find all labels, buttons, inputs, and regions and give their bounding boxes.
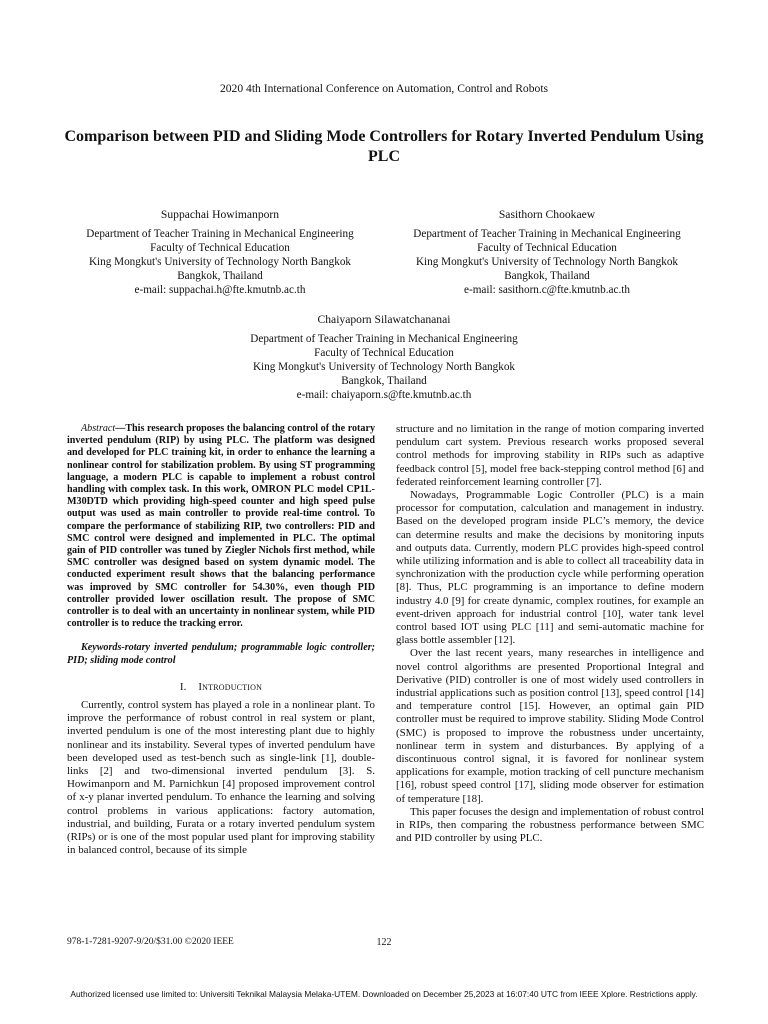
author-block-2 [377,208,717,297]
intro-paragraph-4: This paper focuses the design and implementation of robust control in RIPs, then comparing the robustness performance between SMC and PID controller by using PLC. [396,805,704,845]
isbn-footer: 978-1-7281-9207-9/20/$31.00 ©2020 IEEE [67,937,234,947]
abstract-text: This research proposes the balancing control of the rotary inverted pendulum (RIP) by using PLC. The platform was designed and developed for PLC training kit, in order to enhance the learning a nonlinear control for stabilization problem. By using ST programming language, a modern PLC is capable to implement a robust control handling with complex task. In this work, OMRON PLC model CP1L-M30DTD which providing high-speed counter and high speed pulse output was used as main controller to provide real-time control. To compare the performance of stabilizing RIP, two controllers: PID and SMC control were designed and implemented in PLC. The optimal gain of PID controller was tuned by Ziegler Nichols first method, while SMC controller was designed based on system dynamic model. The conducted experiment result shows that the balancing performance was improved by SMC controller for 54.30%, even though PID controller provided lower oscillation result. The propose of SMC controller is to deal with an uncertainty in nonlinear system, while PID controller is to reduce the tracking error. [67,423,375,630]
author-faculty: Faculty of Technical Education [314,347,454,359]
author-block-3 [214,313,554,402]
intro-paragraph-continued: structure and no limitation in the range of motion comparing inverted pendulum cart system. Previous research works proposed several control methods for improving stability in RIPs such as adaptive feedback control [5], model free back-stepping control method [6] and federated reinforcement learning controller [7]. [396,423,704,488]
author-university: King Mongkut's University of Technology North Bangkok [252,361,516,373]
intro-paragraph-2: Nowadays, Programmable Logic Controller (PLC) is a main processor for computation, calculation and management in industry. Based on the developed program inside PLC’s memory, the device can determine results and make the decisions by monitoring inputs and outputs data. Currently, modern PLC provides high-speed control while utilizing information and is able to collect all traceability data in synchronization with the production cycle while performing operation [8]. Thus, PLC programming is an importance to define modern industry 4.0 [9] for create dynamic, complex routines, for example an event-driven approach for industrial control [10], water tank level control based IOT using PLC [11] and semi-automatic machine for glass bottle assembler [12]. [396,489,704,647]
author-city: Bangkok, Thailand [341,375,427,387]
intro-paragraph-3: Over the last recent years, many researches in intelligence and novel control algorithms are presented Proportional Integral and Derivative (PID) controller is one of most widely used controllers in industrial applications such as position control [13], speed control [14] and temperature control [15]. However, an optimal gain PID controller must be required to improve stability. Sliding Mode Control (SMC) is proposed to improve the robustness under uncertainty, nonlinear term in system and disturbances. By applying of a discontinuous control signal, it is favored for nonlinear system applications for example, motion tracking of cell puncture mechanism [16], robust speed control [17], sliding mode observer for estimation of temperature [18]. [396,647,704,805]
author-name: Suppachai Howimanporn [160,208,280,221]
left-column [67,423,375,858]
author-faculty: Faculty of Technical Education [150,242,290,254]
author-university: King Mongkut's University of Technology North Bangkok [415,256,679,268]
right-column [396,423,704,846]
author-university: King Mongkut's University of Technology North Bangkok [88,256,352,268]
author-email: e-mail: suppachai.h@fte.kmutnb.ac.th [134,284,306,296]
abstract [67,423,375,630]
intro-paragraph-1: Currently, control system has played a role in a nonlinear plant. To improve the performance of robust control in real system or plant, inverted pendulum is one of the most interesting plant due to highly nonlinear and its instability. Several types of inverted pendulum have been developed used as test-bench such as single-link [1], double-links [2] and two-dimensional inverted pendulum [3]. S. Howimanporn and M. Parnichkun [4] proposed improvement control of x-y planar inverted pendulum. To enhance the learning and solving control problems in various applications: factory automation, industrial, and building, Furata or a rotary inverted pendulum system (RIPs) or is one of the most popular used plant for improving stability in balanced control, because of its simple [67,699,375,857]
author-department: Department of Teacher Training in Mechanical Engineering [413,228,681,240]
license-notice: Authorized licensed use limited to: Universiti Teknikal Malaysia Melaka-UTEM. Downloaded on December 25,2023 at 16:07:40 UTC from IEEE Xplore. Restrictions apply. [70,989,698,999]
section-number: I. [179,680,187,693]
author-name: Chaiyaporn Silawatchananai [317,313,451,326]
section-title: Introduction [198,680,263,693]
author-faculty: Faculty of Technical Education [477,242,617,254]
keywords: Keywords-rotary inverted pendulum; programmable logic controller; PID; sliding mode control [67,642,375,666]
author-city: Bangkok, Thailand [177,270,263,282]
author-department: Department of Teacher Training in Mechanical Engineering [250,333,518,345]
author-department: Department of Teacher Training in Mechanical Engineering [86,228,354,240]
author-email: e-mail: sasithorn.c@fte.kmutnb.ac.th [464,284,630,296]
conference-header: 2020 4th International Conference on Automation, Control and Robots [219,82,549,95]
author-email: e-mail: chaiyaporn.s@fte.kmutnb.ac.th [296,389,472,401]
author-city: Bangkok, Thailand [504,270,590,282]
abstract-label: Abstract [81,423,116,434]
abstract-dash: — [115,423,126,434]
page-number: 122 [376,937,392,948]
section-heading-introduction [67,681,375,694]
author-block-1 [50,208,390,297]
paper-title: Comparison between PID and Sliding Mode Controllers for Rotary Inverted Pendulum Using PLC [64,128,704,165]
author-name: Sasithorn Chookaew [498,208,596,221]
